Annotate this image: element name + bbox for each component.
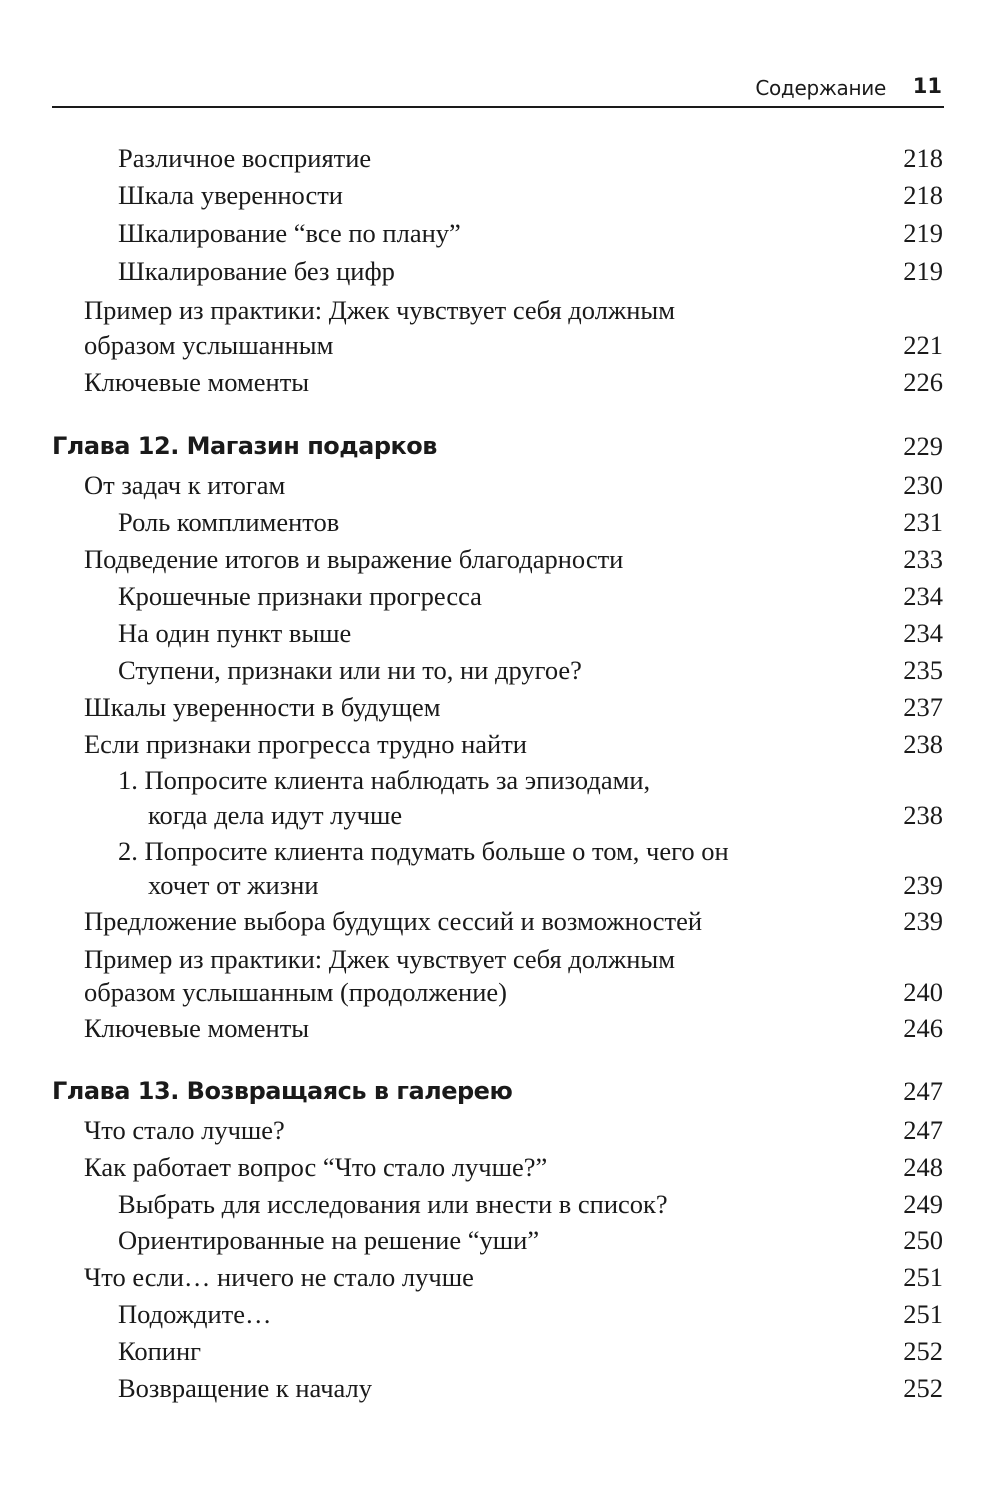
- running-head-section: Содержание: [755, 76, 886, 100]
- toc-entry: [0, 467, 1000, 504]
- toc-entry: [0, 1112, 1000, 1149]
- toc-entry-page: 233: [903, 544, 943, 574]
- toc-entry-page: 239: [903, 906, 943, 936]
- toc-entry: [0, 941, 1000, 978]
- toc-entry-title: Различное восприятие: [118, 143, 372, 173]
- toc-entry: [0, 140, 1000, 177]
- toc-entry-page: 230: [903, 470, 943, 500]
- toc-entry: [0, 726, 1000, 763]
- toc-entry-page: 219: [903, 218, 943, 248]
- toc-entry-title: Шкалирование “все по плану”: [118, 218, 461, 248]
- toc-entry-title: Ступени, признаки или ни то, ни другое?: [118, 655, 582, 685]
- toc-entry: [0, 177, 1000, 214]
- toc-entry-page: 219: [903, 256, 943, 286]
- toc-entry-page: 218: [903, 180, 943, 210]
- toc-entry-title-continuation: образом услышанным: [84, 330, 334, 360]
- toc-entry-page: 238: [903, 800, 943, 830]
- running-head-page-number: 11: [912, 74, 942, 98]
- toc-entry-page: 252: [903, 1373, 943, 1403]
- running-head: [52, 74, 944, 108]
- toc-entry-title-continuation: хочет от жизни: [148, 870, 319, 900]
- toc-entry-page: 251: [903, 1262, 943, 1292]
- toc-entry-title-continuation: когда дела идут лучше: [148, 800, 403, 830]
- toc-entry: [0, 1149, 1000, 1186]
- toc-entry-title: Ориентированные на решение “уши”: [118, 1225, 540, 1255]
- toc-entry-title-continuation: образом услышанным (продолжение): [84, 977, 507, 1007]
- toc-entry-page: 251: [903, 1299, 943, 1329]
- toc-entry: [0, 292, 1000, 329]
- toc-entry-page: 226: [903, 367, 943, 397]
- toc-entry-title: Копинг: [118, 1336, 202, 1366]
- toc-entry: [0, 1333, 1000, 1370]
- toc-entry: [0, 253, 1000, 290]
- toc-entry: [0, 1259, 1000, 1296]
- toc-entry-title: Подождите…: [118, 1299, 272, 1329]
- toc-chapter-title: Глава 13. Возвращаясь в галерею: [52, 1077, 513, 1105]
- toc-chapter-title: Глава 12. Магазин подарков: [52, 432, 437, 460]
- toc-entry: [0, 689, 1000, 726]
- toc-entry-continuation: [0, 974, 1000, 1011]
- toc-entry-page: 248: [903, 1152, 943, 1182]
- toc-entry-title: Предложение выбора будущих сессий и возможностей: [84, 906, 703, 936]
- toc-entry-title: Шкала уверенности: [118, 180, 343, 210]
- toc-entry-title: Подведение итогов и выражение благодарности: [84, 544, 624, 574]
- toc-entry-page: 235: [903, 655, 943, 685]
- toc-entry-page: 221: [903, 330, 943, 360]
- toc-entry-page: 234: [903, 618, 943, 648]
- toc-entry-title: 1. Попросите клиента наблюдать за эпизодами,: [118, 765, 651, 795]
- toc-entry: [0, 1186, 1000, 1223]
- toc-entry-title: Как работает вопрос “Что стало лучше?”: [84, 1152, 548, 1182]
- toc-entry-title: Шкалирование без цифр: [118, 256, 395, 286]
- toc-entry-page: 238: [903, 729, 943, 759]
- toc-entry-page: 237: [903, 692, 943, 722]
- toc-entry: [0, 578, 1000, 615]
- toc-entry-page: 252: [903, 1336, 943, 1366]
- toc-entry: [0, 1296, 1000, 1333]
- toc-entry: [0, 541, 1000, 578]
- toc-entry-page: 229: [903, 431, 943, 461]
- toc-entry-page: 234: [903, 581, 943, 611]
- toc-chapter: [0, 428, 1000, 465]
- toc-entry-title: Ключевые моменты: [84, 367, 310, 397]
- toc-entry-title: Шкалы уверенности в будущем: [84, 692, 441, 722]
- toc-entry: [0, 1222, 1000, 1259]
- toc-entry-title: Возвращение к началу: [118, 1373, 373, 1403]
- toc-entry-page: 249: [903, 1189, 943, 1219]
- toc-entry-title: Пример из практики: Джек чувствует себя должным: [84, 295, 675, 325]
- toc-entry-page: 218: [903, 143, 943, 173]
- toc-entry-page: 250: [903, 1225, 943, 1255]
- toc-entry-title: 2. Попросите клиента подумать больше о том, чего он: [118, 836, 729, 866]
- toc-entry-continuation: [0, 867, 1000, 904]
- toc-entry: [0, 504, 1000, 541]
- toc-entry: [0, 833, 1000, 870]
- toc-entry-title: На один пункт выше: [118, 618, 352, 648]
- toc-entry: [0, 652, 1000, 689]
- toc-entry: [0, 364, 1000, 401]
- toc-entry: [0, 1370, 1000, 1407]
- toc-entry-page: 240: [903, 977, 943, 1007]
- toc-entry-page: 247: [903, 1076, 943, 1106]
- toc-entry: [0, 903, 1000, 940]
- toc-entry: [0, 615, 1000, 652]
- toc-entry: [0, 215, 1000, 252]
- toc-entry-title: Что стало лучше?: [84, 1115, 285, 1145]
- toc-entry-title: Крошечные признаки прогресса: [118, 581, 482, 611]
- toc-entry-title: Роль комплиментов: [118, 507, 340, 537]
- toc-entry-title: Ключевые моменты: [84, 1013, 310, 1043]
- toc-entry-title: Пример из практики: Джек чувствует себя должным: [84, 944, 675, 974]
- toc-entry-page: 239: [903, 870, 943, 900]
- toc-entry-title: Выбрать для исследования или внести в список?: [118, 1189, 668, 1219]
- toc-entry-continuation: [0, 327, 1000, 364]
- toc-entry-page: 231: [903, 507, 943, 537]
- toc-entry-page: 247: [903, 1115, 943, 1145]
- toc-entry-page: 246: [903, 1013, 943, 1043]
- toc-chapter: [0, 1073, 1000, 1110]
- toc-entry: [0, 762, 1000, 799]
- toc-entry-title: Если признаки прогресса трудно найти: [84, 729, 527, 759]
- toc-entry-title: Что если… ничего не стало лучше: [84, 1262, 474, 1292]
- toc-entry-title: От задач к итогам: [84, 470, 286, 500]
- toc-entry-continuation: [0, 797, 1000, 834]
- toc-entry: [0, 1010, 1000, 1047]
